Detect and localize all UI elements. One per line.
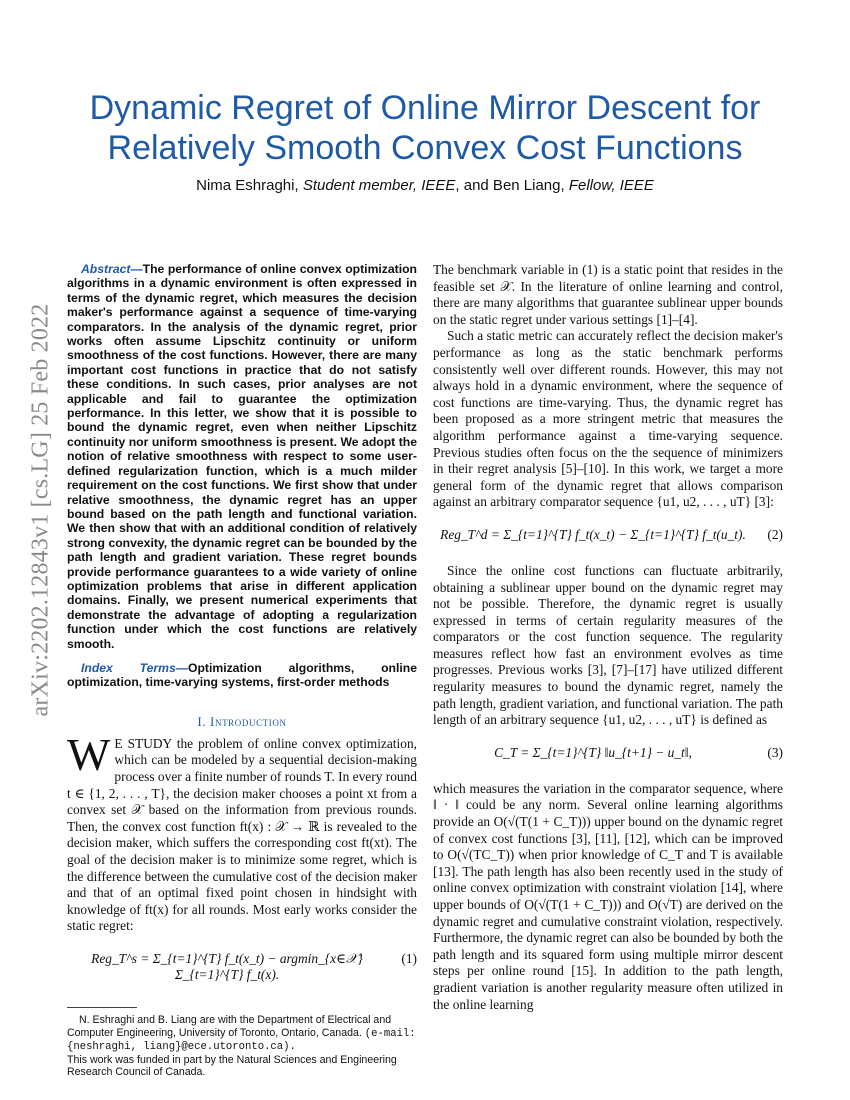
section-number: I. (197, 713, 211, 729)
paper-title: Dynamic Regret of Online Mirror Descent for Relatively Smooth Convex Cost Functions (89, 89, 761, 167)
right-column (433, 262, 783, 1013)
footnote-email: (e-mail: {neshraghi, liang}@ece.utoronto.ca). (67, 1027, 416, 1054)
abstract-label: Abstract— (81, 262, 143, 276)
author-line (60, 177, 790, 194)
section-heading-introduction (67, 714, 417, 730)
abstract-text: The performance of online convex optimization algorithms in a dynamic environment is often expressed in terms of the dynamic regret, which measures the decision maker's performance against a sequence of time-varying comparators. In the analysis of the dynamic regret, prior works often assume Lipschitz continuity or uniform smoothness of the cost functions. However, there are many important cost functions in practice that do not satisfy these conditions. In such cases, prior analyses are not applicable and fail to guarantee the optimization performance. In this letter, we show that it is possible to bound the dynamic regret, even when neither Lipschitz continuity nor uniform smoothness is present. We adopt the notion of relative smoothness with respect to some user-defined regularization function, which is a much milder requirement on the cost functions. We first show that under relative smoothness, the dynamic regret has an upper bound based on the path length and functional variation. We then show that with an additional condition of relatively strong convexity, the dynamic regret can be bounded by the path length and gradient variation. These regret bounds provide performance guarantees to a wide variety of online optimization problems that arise in different application domains. Finally, we present numerical experiments that demonstrate the advantage of adopting a regularization function under which the cost functions are relatively smooth. (67, 262, 417, 651)
equation-2-number: (2) (767, 526, 783, 542)
author-1-role: Student member, IEEE (302, 177, 456, 194)
author-2-role: Fellow, IEEE (568, 177, 654, 194)
right-paragraph-2: Such a static metric can accurately reflect the decision maker's performance as long as the static benchmark performs consistently well over different rounds. However, this may not always hold in a dynamic environment, where the sequence of cost functions are time-varying. Thus, the dynamic regret has been proposed as a more stringent metric that measures the algorithm performance against a time-varying sequence. Previous studies often focus on the the sequence of minimizers in their regret analysis [5]–[10]. In this work, we target a more general form of the dynamic regret that allows comparison against an arbitrary comparator sequence {u1, u2, . . . , uT} [3]: (433, 328, 783, 510)
arxiv-identifier (20, 270, 62, 750)
intro-text: E STUDY the problem of online convex optimization, which can be modeled by a sequential decision-making process over a finite number of rounds T. In every round t ∈ {1, 2, . . . , T}, the decision maker chooses a point xt from a convex set 𝒳 based on the information from previous rounds. Then, the convex cost function ft(x) : 𝒳 → ℝ is revealed to the decision maker, which suffers the corresponding cost ft(xt). The goal of the decision maker is to minimize some regret, which is the difference between the cumulative cost of the decision maker and that of an optimal fixed point chosen in hindsight with knowledge of ft(x) for all rounds. Most early works consider the static regret: (67, 735, 417, 934)
arxiv-id-text: arXiv:2202.12843v1 [cs.LG] 25 Feb 2022 (27, 303, 54, 717)
index-terms-text: Optimization algorithms, online optimization, time-varying systems, first-order methods (67, 660, 417, 690)
author-separator: , and Ben Liang, (455, 177, 569, 194)
dropcap-letter: W (67, 728, 111, 780)
abstract (67, 262, 417, 651)
equation-2 (433, 517, 783, 557)
equation-3-number: (3) (767, 744, 783, 760)
right-paragraph-4: which measures the variation in the comparator sequence, where ‖ · ‖ could be any norm. Several online learning algorithms provide an O(√(T(1 + C_T))) upper bound on the dynamic regret of convex cost functions [3], [11], [12], which can be improved to O(√(TC_T)) when prior knowledge of C_T and T is available [13]. The path length has also been recently used in the study of online convex optimization with constraint violation [14], where upper bounds of O(√(T(1 + C_T))) and O(√T) are derived on the dynamic regret and cumulative constraint violation, respectively. Furthermore, the dynamic regret can also be bounded by both the path length and its squared form using multiple mirror descent steps per online round [15]. In addition to the path length, gradient variation is another regularity measure often utilized in the online learning (433, 780, 783, 1012)
footnote-divider (67, 1007, 137, 1008)
left-column (67, 262, 417, 1079)
index-terms-label: Index Terms— (81, 660, 188, 675)
right-paragraph-1: The benchmark variable in (1) is a static point that resides in the feasible set 𝒳. In the literature of online learning and control, there are many algorithms that guarantee sublinear upper bounds on the static regret under various settings [1]–[4]. (433, 262, 783, 327)
footnote-affiliation-text: N. Eshraghi and B. Liang are with the Department of Electrical and Computer Engineering, University of Toronto, Ontario, Canada. (67, 1013, 392, 1039)
footnote-funding: This work was funded in part by the Natural Sciences and Engineering Research Council of Canada. (67, 1053, 397, 1079)
footnote-affiliation (67, 1014, 417, 1054)
intro-paragraph (67, 728, 417, 935)
section-title: Introduction (210, 713, 287, 729)
equation-3-body: C_T = Σ_{t=1}^{T} ‖u_{t+1} − u_t‖, (494, 744, 692, 760)
right-paragraph-3: Since the online cost functions can fluctuate arbitrarily, obtaining a sublinear upper bound on the dynamic regret may not be possible. Therefore, the dynamic regret is usually expressed in terms of certain regularity measures of the comparators or the cost function sequence. The regularity measures reflect how fast an environment evolves as time progresses. Previous works [3], [7]–[17] have utilized different regularity measures to bound the dynamic regret, namely the path length, gradient variation, and functional variation. The path length of an arbitrary sequence {u1, u2, . . . , uT} is defined as (433, 562, 783, 728)
index-terms (67, 661, 417, 690)
equation-1 (67, 941, 417, 981)
author-1: Nima Eshraghi, (196, 177, 303, 194)
equation-1-body: Reg_T^s = Σ_{t=1}^{T} f_t(x_t) − argmin_{x∈𝒳} Σ_{t=1}^{T} f_t(x). (91, 950, 363, 982)
equation-1-number: (1) (401, 950, 417, 966)
equation-2-body: Reg_T^d = Σ_{t=1}^{T} f_t(x_t) − Σ_{t=1}^{T} f_t(u_t). (440, 526, 746, 542)
equation-3 (433, 735, 783, 775)
